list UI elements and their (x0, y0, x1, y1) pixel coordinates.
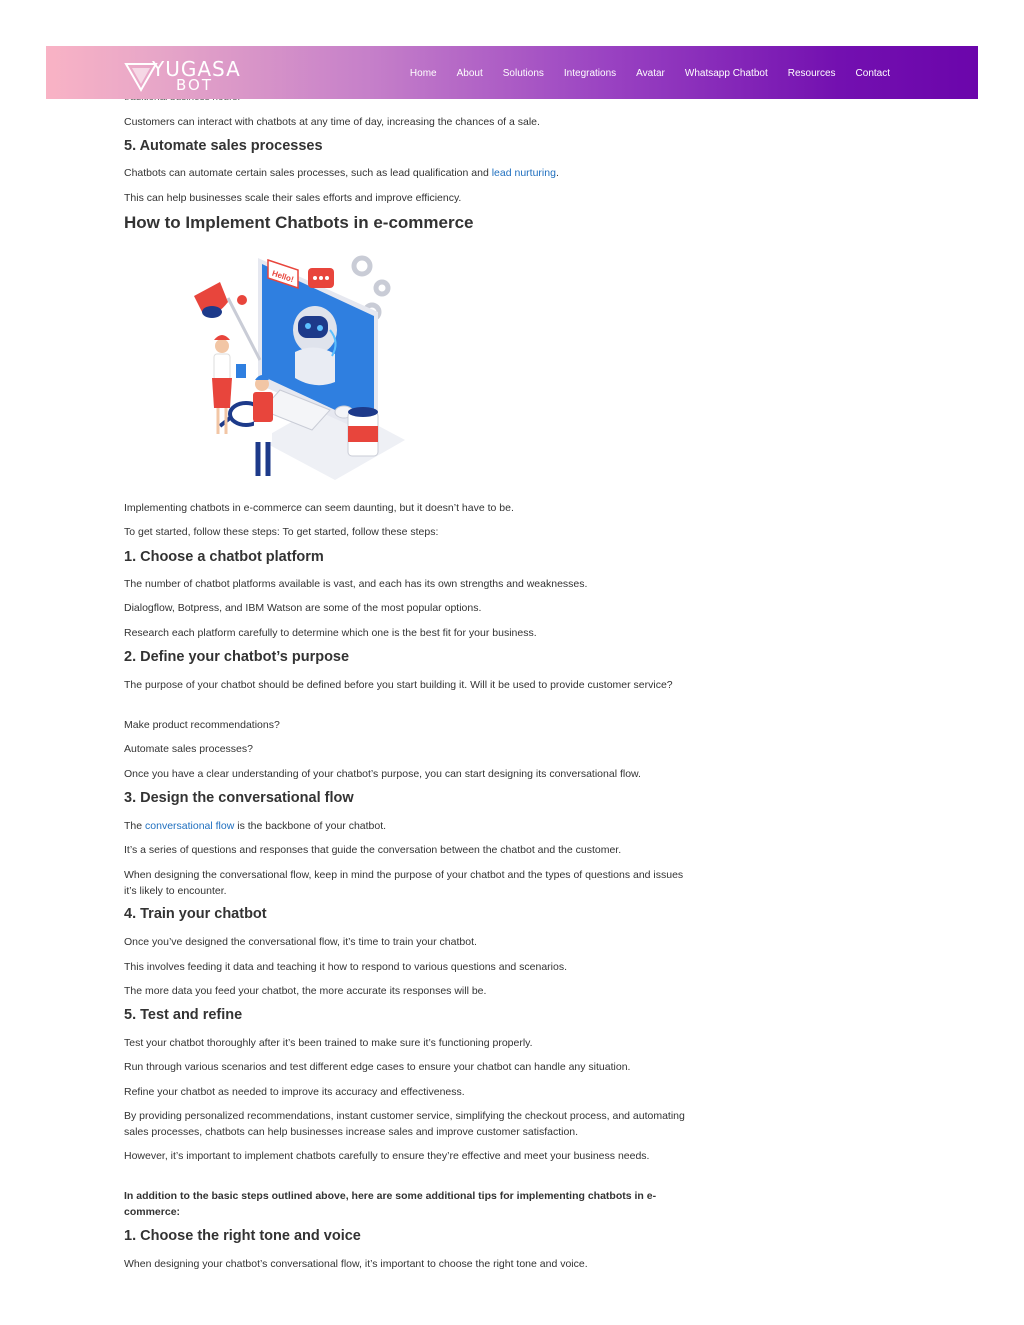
section-heading: 5. Test and refine (124, 1007, 243, 1023)
paragraph: Test your chatbot thoroughly after it’s been trained to make sure it’s functioning properly. (124, 1037, 533, 1049)
logo-subtext: BOT (176, 76, 213, 94)
logo[interactable] (124, 57, 248, 94)
nav-integrations[interactable]: Integrations (563, 68, 617, 79)
nav-home[interactable]: Home (409, 68, 437, 79)
paragraph: Refine your chatbot as needed to improve its accuracy and effectiveness. (124, 1086, 465, 1098)
paragraph: When designing your chatbot’s conversational flow, it’s important to choose the right tone and voice. (124, 1258, 588, 1270)
paragraph (124, 818, 694, 834)
paragraph: Implementing chatbots in e-commerce can seem daunting, but it doesn’t have to be. (124, 502, 514, 514)
nav-solutions[interactable]: Solutions (502, 68, 544, 79)
paragraph: Customers can interact with chatbots at any time of day, increasing the chances of a sale. (124, 116, 540, 128)
text-span: Chatbots can automate certain sales processes, such as lead qualification and (124, 167, 492, 179)
text-span: The (124, 820, 146, 832)
nav-resources[interactable]: Resources (787, 68, 836, 79)
text-span: is the backbone of your chatbot. (234, 820, 387, 832)
nav-contact[interactable]: Contact (855, 68, 890, 79)
paragraph: By providing personalized recommendations, instant customer service, simplifying the checkout process, and automating sales processes, chatbots can help businesses increase sales and improve customer satisfaction. (124, 1110, 685, 1138)
nav-whatsapp-chatbot[interactable]: Whatsapp Chatbot (684, 68, 768, 79)
text-span: . (555, 167, 559, 179)
paragraph: When designing the conversational flow, keep in mind the purpose of your chatbot and the types of questions and issues it’s likely to encounter. (124, 869, 684, 897)
lead-nurturing-link[interactable]: lead nurturing (491, 167, 556, 179)
section-heading: 1. Choose a chatbot platform (124, 549, 324, 565)
nav-avatar[interactable]: Avatar (636, 68, 665, 79)
paragraph: Once you’ve designed the conversational flow, it’s time to train your chatbot. (124, 936, 477, 948)
man-figure (253, 375, 273, 476)
paragraph: Automate sales processes? (124, 743, 253, 755)
paragraph: To get started, follow these steps: To get started, follow these steps: (124, 526, 439, 538)
section-heading: 5. Automate sales processes (124, 138, 323, 154)
paragraph: The more data you feed your chatbot, the more accurate its responses will be. (124, 985, 487, 997)
svg-text:Hello!: Hello! (270, 268, 295, 285)
paragraph: In addition to the basic steps outlined above, here are some additional tips for implementing chatbots in e-commerce: (124, 1190, 657, 1218)
paragraph: Research each platform carefully to determine which one is the best fit for your business. (124, 627, 537, 639)
paragraph: Run through various scenarios and test different edge cases to ensure your chatbot can handle any situation. (124, 1061, 631, 1073)
nav-about[interactable]: About (456, 68, 483, 79)
paragraph: Dialogflow, Botpress, and IBM Watson are some of the most popular options. (124, 602, 482, 614)
main-nav (410, 68, 890, 79)
paragraph: Once you have a clear understanding of your chatbot’s purpose, you can start designing its conversational flow. (124, 768, 641, 780)
section-heading: 1. Choose the right tone and voice (124, 1228, 361, 1244)
conversational-flow-link[interactable]: conversational flow (145, 820, 235, 832)
paragraph: It’s a series of questions and responses that guide the conversation between the chatbot and the customer. (124, 844, 622, 856)
article-heading: How to Implement Chatbots in e-commerce (124, 213, 474, 232)
paragraph: This can help businesses scale their sales efforts and improve efficiency. (124, 192, 462, 204)
chat-bubble-icon (308, 268, 334, 288)
cup-icon (348, 407, 378, 456)
site-header (46, 46, 978, 99)
section-heading: 3. Design the conversational flow (124, 790, 354, 806)
paragraph: The number of chatbot platforms available is vast, and each has its own strengths and weaknesses. (124, 578, 588, 590)
paragraph: The purpose of your chatbot should be defined before you start building it. Will it be used to provide customer service? (124, 679, 673, 691)
paragraph: This involves feeding it data and teaching it how to respond to various questions and scenarios. (124, 961, 568, 973)
chatbot-illustration (190, 250, 410, 482)
section-heading: 4. Train your chatbot (124, 906, 267, 922)
robot-icon (293, 306, 337, 385)
logo-text: YUGASA (152, 57, 241, 81)
paragraph (124, 165, 694, 181)
section-heading: 2. Define your chatbot’s purpose (124, 649, 350, 665)
paragraph: However, it’s important to implement chatbots carefully to ensure they’re effective and meet your business needs. (124, 1150, 650, 1162)
paragraph: Make product recommendations? (124, 719, 280, 731)
